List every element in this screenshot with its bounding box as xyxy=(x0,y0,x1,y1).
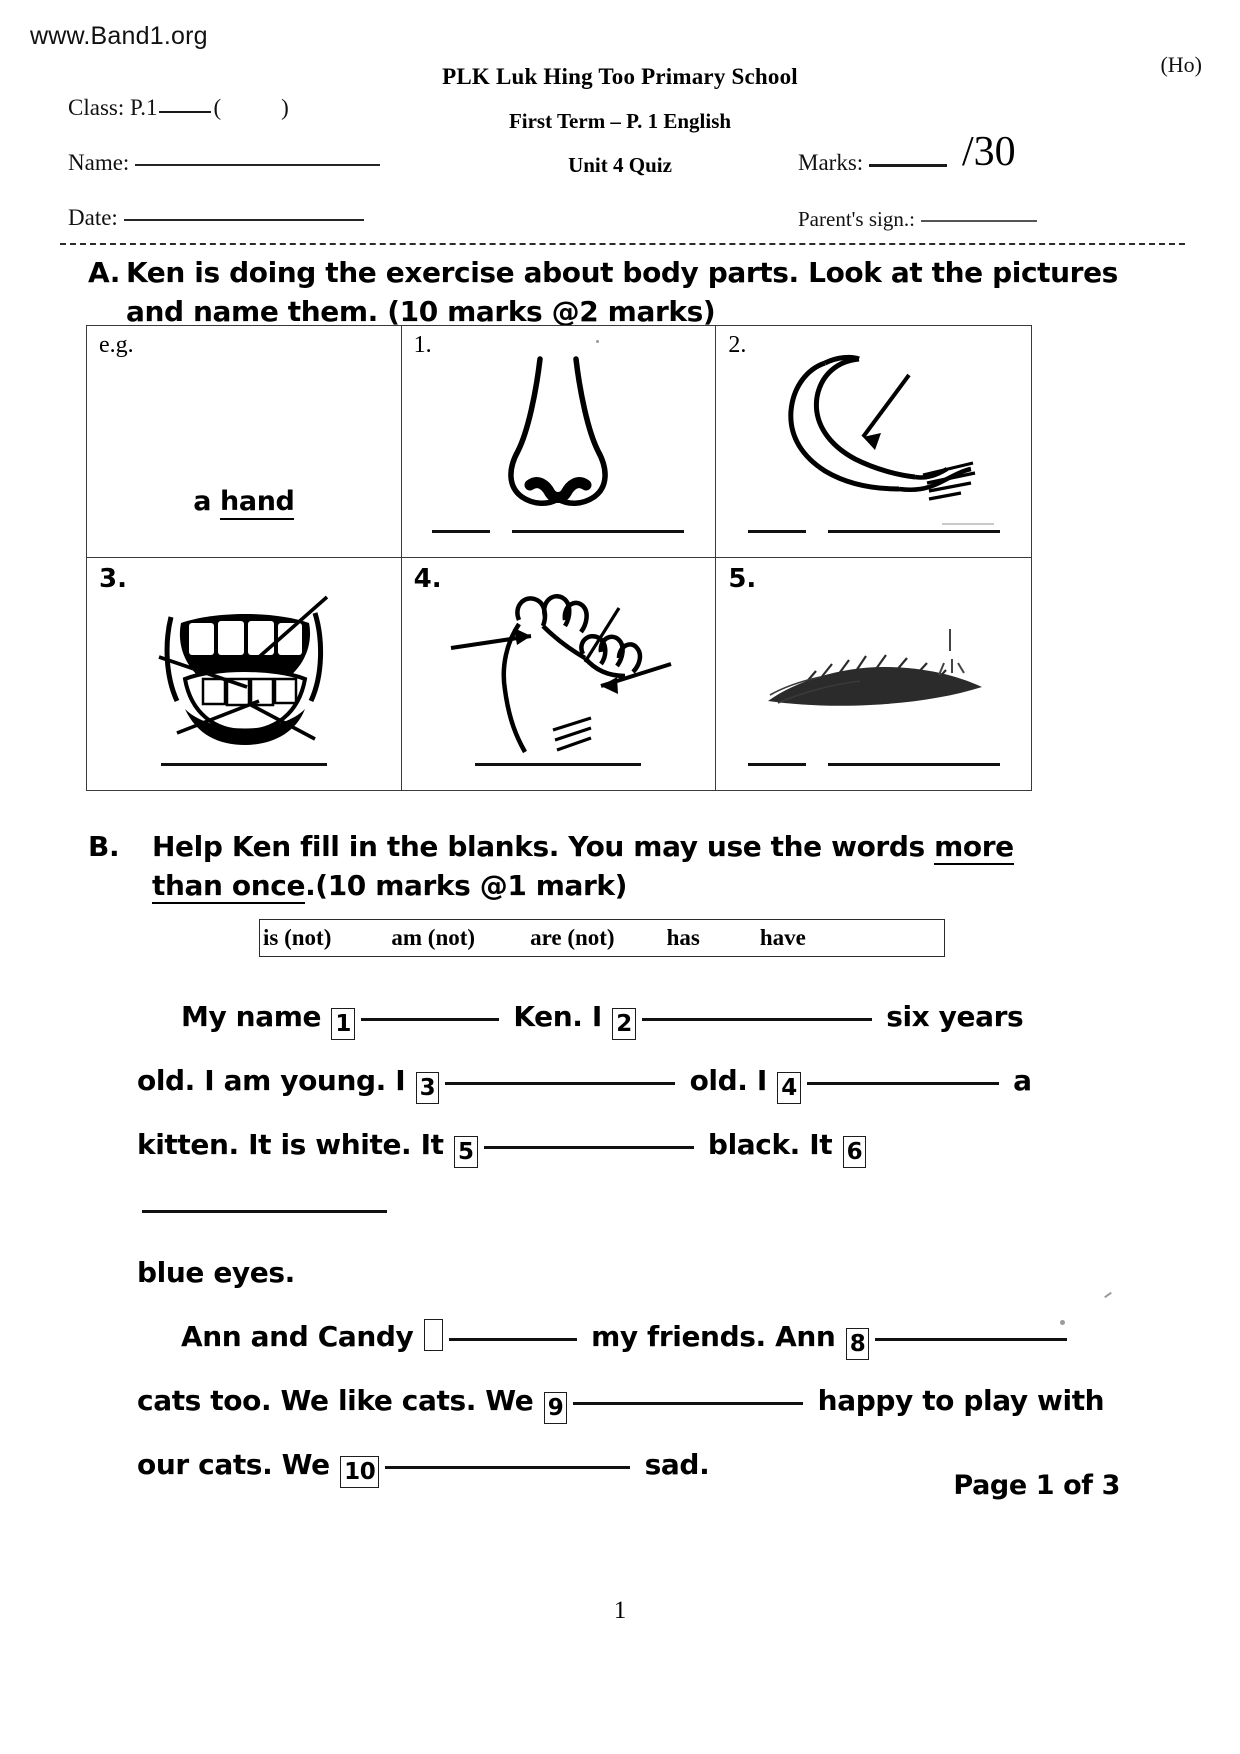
grid-cell-4 xyxy=(402,558,717,790)
cloze-text: Ken. I xyxy=(504,1000,612,1033)
answer-blank[interactable] xyxy=(449,1337,577,1341)
section-a-letter: A. xyxy=(88,256,121,289)
example-answer xyxy=(87,486,401,517)
answer-blanks xyxy=(402,529,716,533)
scan-speck xyxy=(942,523,994,525)
date-blank[interactable] xyxy=(124,219,364,221)
blank-number-box: 1 xyxy=(331,1008,355,1040)
marks-total: /30 xyxy=(962,129,1016,175)
cloze-text: black. It xyxy=(698,1128,842,1161)
class-paren-close: ) xyxy=(281,95,289,120)
nose-icon xyxy=(402,348,716,523)
term-subject-line: First Term – P. 1 English xyxy=(508,109,732,133)
cloze-text: cats too. We like cats. We xyxy=(137,1384,543,1417)
answer-blanks xyxy=(716,529,1031,533)
cloze-line xyxy=(137,1049,1120,1113)
quiz-title: Unit 4 Quiz xyxy=(568,153,672,177)
blank-number-box xyxy=(424,1319,443,1351)
marks-label: Marks: xyxy=(798,150,864,175)
answer-blanks xyxy=(87,762,401,766)
cloze-text: our cats. We xyxy=(137,1448,340,1481)
marks-blank[interactable] xyxy=(869,164,947,167)
site-watermark: www.Band1.org xyxy=(30,22,208,50)
answer-blank-article[interactable] xyxy=(748,762,806,766)
school-name: PLK Luk Hing Too Primary School xyxy=(442,64,798,89)
date-field xyxy=(68,205,364,231)
cloze-text: sad. xyxy=(635,1448,710,1481)
date-label: Date: xyxy=(68,205,118,230)
blank-number-box: 9 xyxy=(544,1392,568,1424)
section-b-underline-thanonce: than once xyxy=(152,869,306,902)
cloze-text: old. I xyxy=(680,1064,777,1097)
name-label: Name: xyxy=(68,150,130,175)
cloze-text: a xyxy=(1003,1064,1032,1097)
answer-blank-article[interactable] xyxy=(432,529,490,533)
class-label: Class: P.1 xyxy=(68,95,158,120)
cell-number: 2. xyxy=(728,332,747,358)
answer-blank-word[interactable] xyxy=(828,529,1000,533)
section-a-instruction-line1: Ken is doing the exercise about body parts. Look at the pictures xyxy=(126,256,1118,289)
foot-toes-icon xyxy=(402,580,716,755)
class-blank[interactable] xyxy=(159,111,211,113)
word-bank-item-1: am (not) xyxy=(391,925,476,950)
answer-blank[interactable] xyxy=(142,1209,387,1213)
cloze-line xyxy=(137,1305,1120,1369)
section-b-underline-more: more xyxy=(934,830,1014,863)
answer-blank[interactable] xyxy=(807,1081,999,1085)
cloze-text: Ann and Candy xyxy=(181,1320,423,1353)
answer-blank-word[interactable] xyxy=(161,762,327,766)
answer-blank-article[interactable] xyxy=(748,529,806,533)
word-bank xyxy=(259,919,945,957)
cloze-text: My name xyxy=(181,1000,331,1033)
cell-number: e.g. xyxy=(99,332,134,358)
name-field xyxy=(68,150,380,176)
word-bank-item-2: are (not) xyxy=(530,925,615,950)
arm-icon xyxy=(716,348,1031,523)
mouth-icon xyxy=(87,580,401,755)
blank-number-box: 8 xyxy=(846,1328,870,1360)
grid-cell-3 xyxy=(87,558,402,790)
cloze-line xyxy=(137,1369,1120,1433)
answer-blank[interactable] xyxy=(573,1401,803,1405)
blank-number-box: 2 xyxy=(612,1008,636,1040)
example-word: hand xyxy=(220,486,294,520)
cell-number: 4. xyxy=(413,564,442,594)
page-number: 1 xyxy=(613,1597,627,1624)
blank-number-box: 10 xyxy=(340,1456,379,1488)
grid-cell-1 xyxy=(402,326,717,558)
section-b-instruction-line1 xyxy=(152,830,1014,863)
header-divider xyxy=(60,243,1185,245)
section-a-instruction-line2: and name them. (10 marks @2 marks) xyxy=(126,295,716,328)
page-label: Page 1 of 3 xyxy=(953,1470,1120,1501)
section-b-letter: B. xyxy=(88,830,120,863)
eyebrow-icon xyxy=(716,618,1031,738)
parent-sign-field xyxy=(798,207,1037,232)
answer-blank[interactable] xyxy=(484,1145,694,1149)
grid-cell-example xyxy=(87,326,402,558)
class-paren-open: ( xyxy=(213,95,222,120)
answer-blanks xyxy=(716,762,1031,766)
answer-blank[interactable] xyxy=(445,1081,675,1085)
section-b-instruction-text: Help Ken fill in the blanks. You may use the words xyxy=(152,830,935,863)
parent-sign-blank[interactable] xyxy=(921,220,1037,222)
section-b-instruction-line2 xyxy=(152,869,627,902)
cell-number: 3. xyxy=(99,564,127,594)
blank-number-box: 3 xyxy=(416,1072,440,1104)
corner-mark: (Ho) xyxy=(1160,52,1202,77)
word-bank-item-4: have xyxy=(759,925,806,950)
example-article: a xyxy=(193,486,212,517)
cloze-text: six years xyxy=(876,1000,1024,1033)
body-parts-grid xyxy=(86,325,1032,791)
cell-number: 5. xyxy=(728,564,757,594)
cloze-text: blue eyes. xyxy=(137,1256,295,1289)
answer-blank-word[interactable] xyxy=(828,762,1000,766)
word-bank-item-0: is (not) xyxy=(263,925,332,950)
word-bank-item-3: has xyxy=(666,925,700,950)
section-b-marks-note: .(10 marks @1 mark) xyxy=(305,869,628,902)
parent-sign-label: Parent's sign.: xyxy=(798,207,915,231)
answer-blank[interactable] xyxy=(361,1017,499,1021)
cloze-line xyxy=(137,1113,1120,1241)
class-field xyxy=(68,95,289,121)
cloze-text: my friends. Ann xyxy=(581,1320,845,1353)
scan-speck xyxy=(1060,1320,1065,1325)
cloze-text: happy to play with xyxy=(808,1384,1105,1417)
blank-number-box: 4 xyxy=(777,1072,801,1104)
answer-blank-word[interactable] xyxy=(475,762,641,766)
blank-number-box: 5 xyxy=(454,1136,478,1168)
marks-field xyxy=(798,150,947,176)
blank-number-box: 6 xyxy=(843,1136,867,1168)
answer-blank[interactable] xyxy=(642,1017,872,1021)
answer-blank[interactable] xyxy=(875,1337,1067,1341)
cell-number: 1. xyxy=(413,332,432,358)
answer-blank[interactable] xyxy=(385,1465,630,1469)
cloze-text: old. I am young. I xyxy=(137,1064,415,1097)
scan-speck xyxy=(596,340,599,343)
cloze-text: kitten. It is white. It xyxy=(137,1128,453,1161)
name-blank[interactable] xyxy=(135,164,380,166)
answer-blank-word[interactable] xyxy=(512,529,684,533)
cloze-line xyxy=(137,985,1120,1049)
answer-blanks xyxy=(402,762,716,766)
grid-cell-5 xyxy=(716,558,1031,790)
cloze-line xyxy=(137,1241,1120,1305)
cloze-paragraph xyxy=(137,985,1120,1497)
